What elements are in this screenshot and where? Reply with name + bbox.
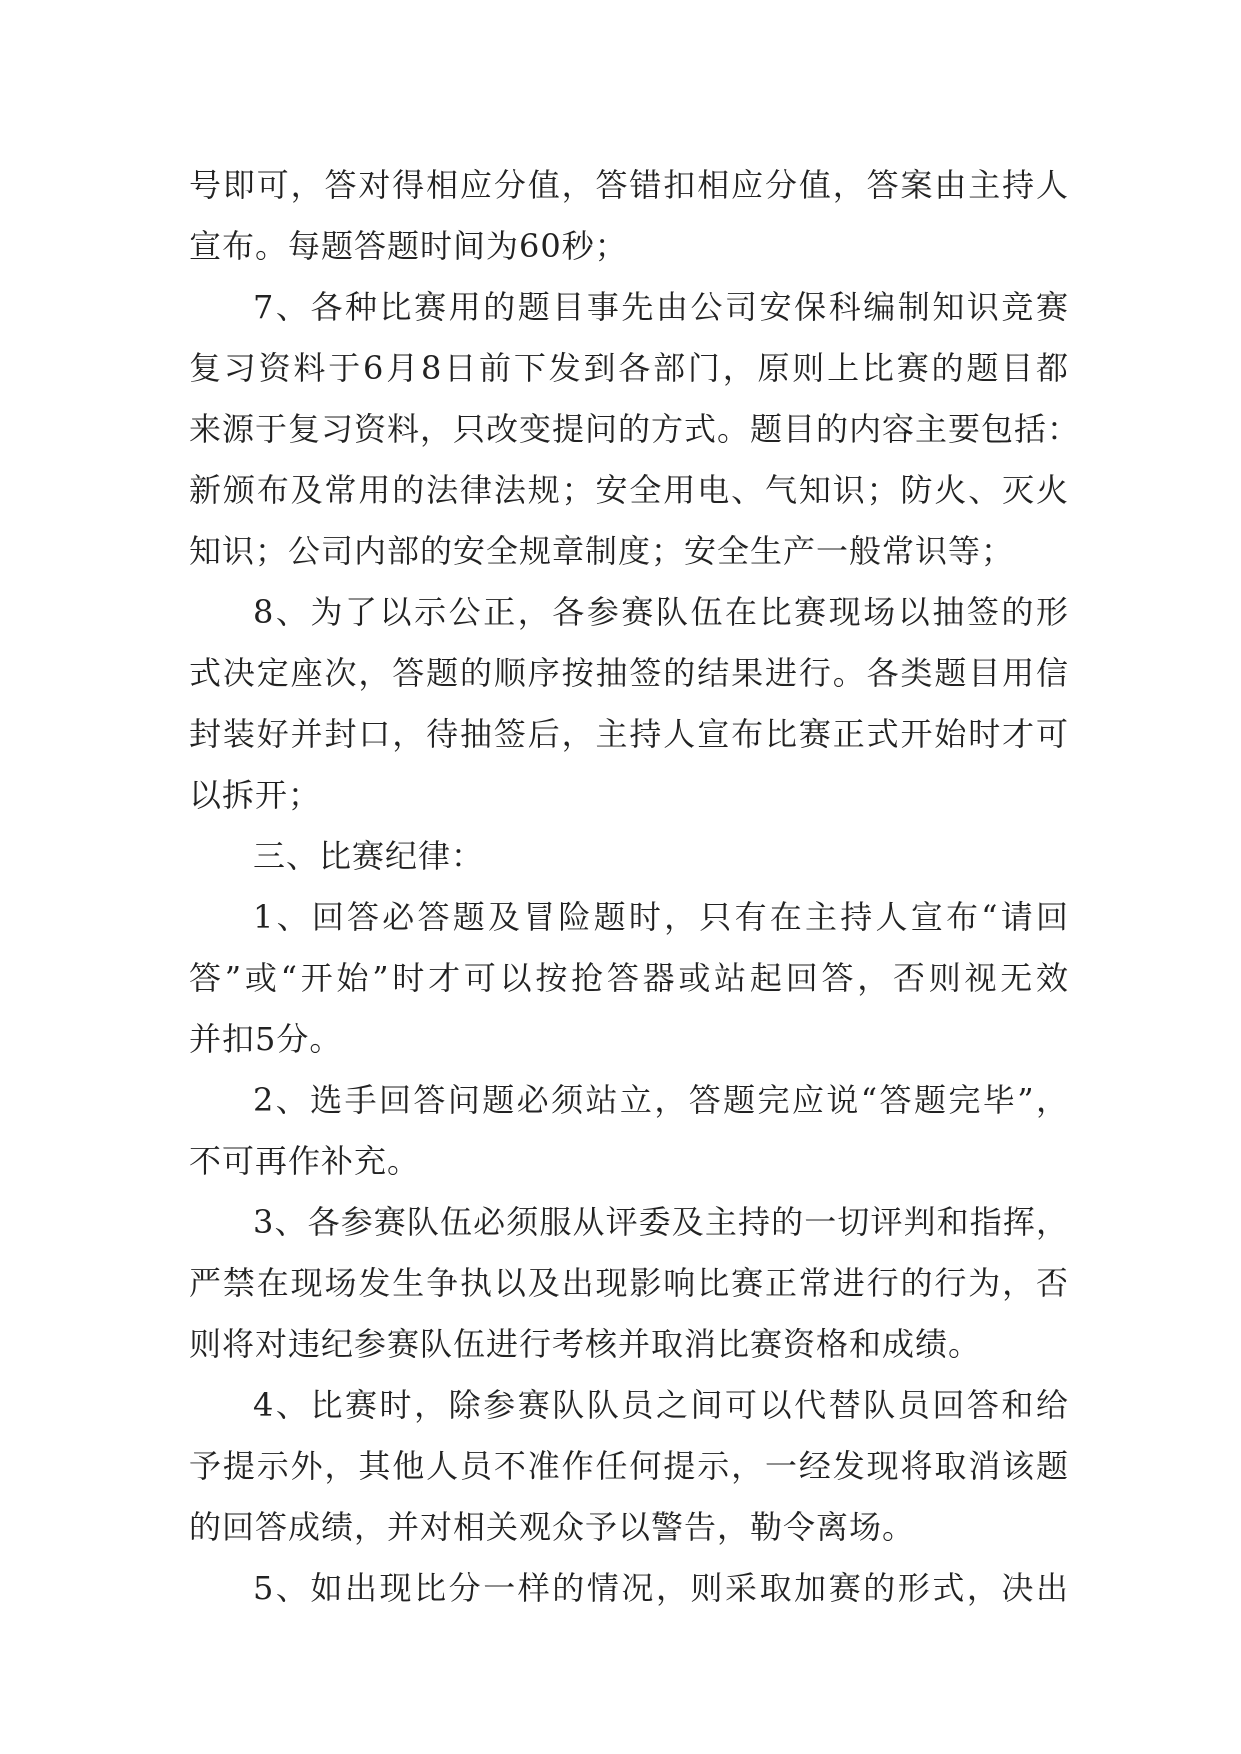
- text-line: 式决定座次，答题的顺序按抽签的结果进行。各类题目用信: [189, 654, 1069, 692]
- text-line: 5、如出现比分一样的情况，则采取加赛的形式，决出: [253, 1569, 1069, 1607]
- text-line: 8、为了以示公正，各参赛队伍在比赛现场以抽签的形: [253, 593, 1069, 631]
- text-line: 答”或“开始”时才可以按抢答器或站起回答，否则视无效: [189, 959, 1069, 997]
- text-line: 知识；公司内部的安全规章制度；安全生产一般常识等；: [189, 532, 1015, 570]
- text-line: 2、选手回答问题必须站立，答题完应说“答题完毕”，: [253, 1081, 1069, 1119]
- text-line: 予提示外，其他人员不准作任何提示，一经发现将取消该题: [189, 1447, 1069, 1485]
- section-heading: 三、比赛纪律：: [253, 837, 485, 875]
- text-line: 封装好并封口，待抽签后，主持人宣布比赛正式开始时才可: [189, 715, 1069, 753]
- text-line: 3、各参赛队伍必须服从评委及主持的一切评判和指挥，: [253, 1203, 1069, 1241]
- text-line: 并扣5分。: [189, 1020, 343, 1058]
- text-line: 新颁布及常用的法律法规；安全用电、气知识；防火、灭火: [189, 471, 1069, 509]
- text-line: 的回答成绩，并对相关观众予以警告，勒令离场。: [189, 1508, 916, 1546]
- text-line: 以拆开；: [189, 776, 322, 814]
- text-line: 号即可，答对得相应分值，答错扣相应分值，答案由主持人: [189, 166, 1069, 204]
- text-line: 7、各种比赛用的题目事先由公司安保科编制知识竞赛: [253, 288, 1069, 326]
- text-line: 来源于复习资料，只改变提问的方式。题目的内容主要包括：: [189, 410, 1081, 448]
- text-line: 1、回答必答题及冒险题时，只有在主持人宣布“请回: [253, 898, 1069, 936]
- text-line: 宣布。每题答题时间为60秒；: [189, 227, 628, 265]
- document-body: [189, 155, 1081, 1619]
- text-line: 则将对违纪参赛队伍进行考核并取消比赛资格和成绩。: [189, 1325, 982, 1363]
- text-line: 4、比赛时，除参赛队队员之间可以代替队员回答和给: [253, 1386, 1069, 1424]
- text-line: 复习资料于6月8日前下发到各部门，原则上比赛的题目都: [189, 349, 1069, 387]
- text-line: 严禁在现场发生争执以及出现影响比赛正常进行的行为，否: [189, 1264, 1069, 1302]
- text-line: 不可再作补充。: [189, 1142, 421, 1180]
